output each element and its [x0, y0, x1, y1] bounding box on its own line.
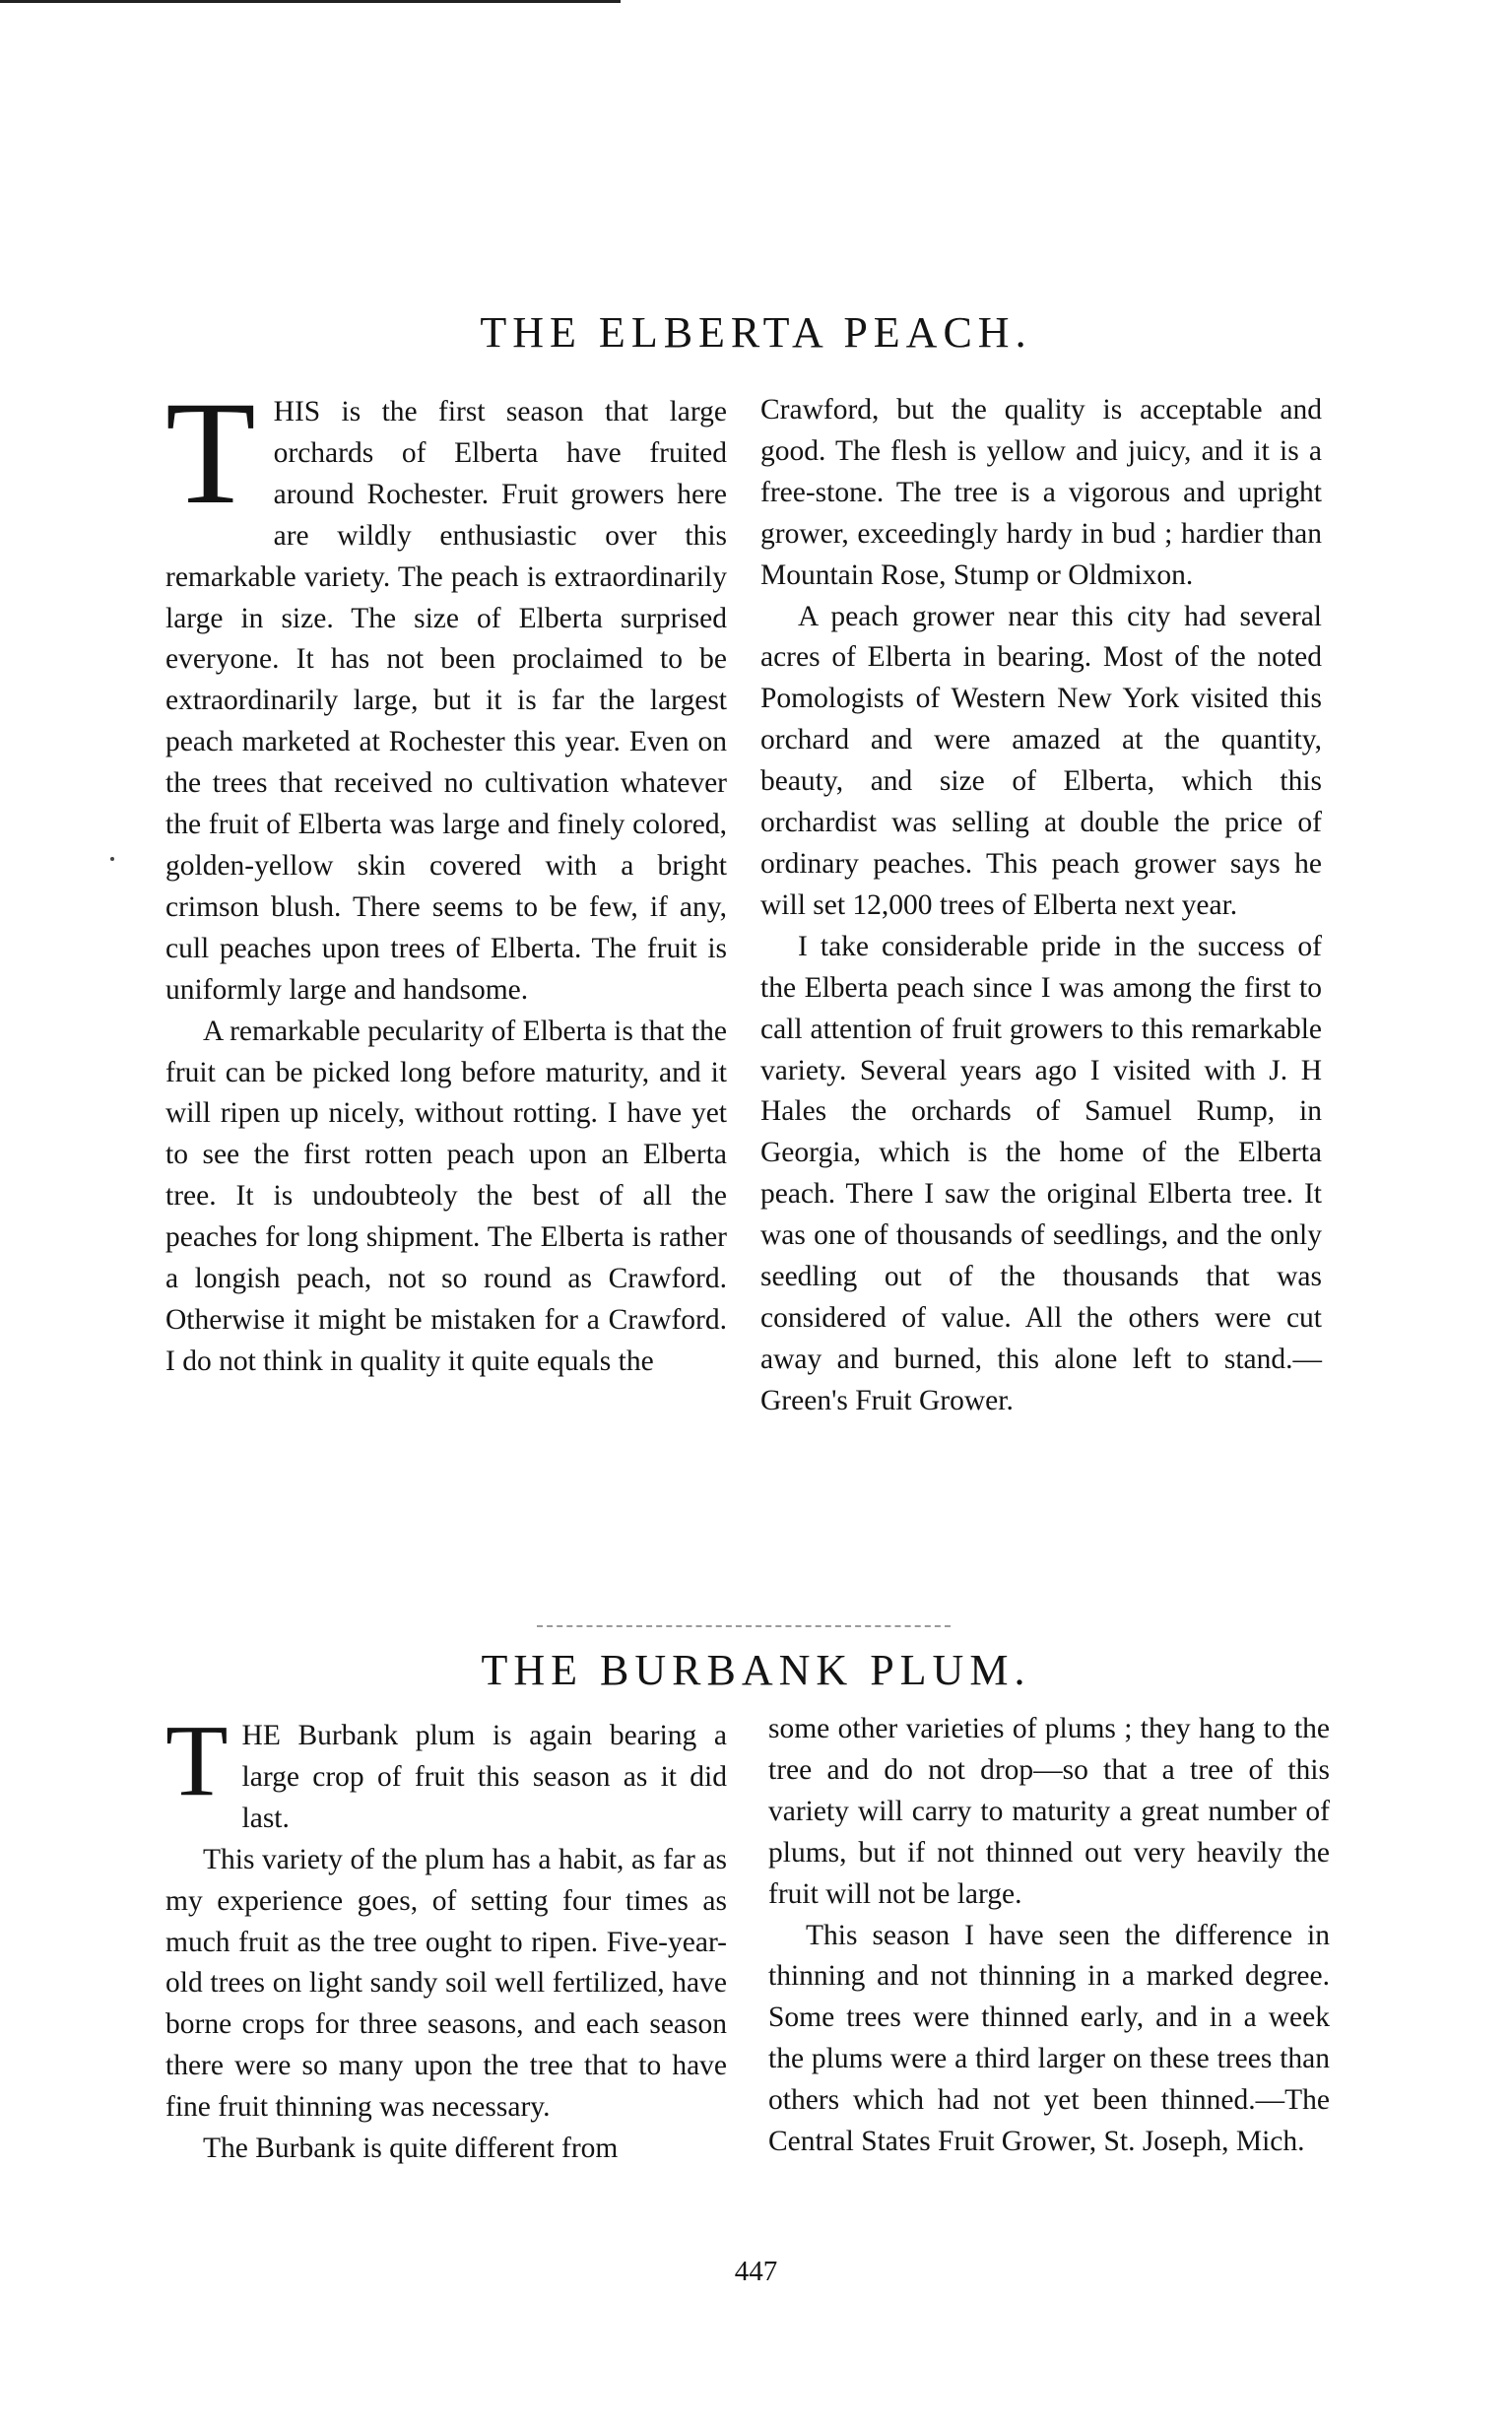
elberta-left-column	[165, 371, 727, 1383]
page-number: 447	[734, 2256, 778, 2287]
burbank-left-column	[165, 1704, 727, 2170]
elberta-paragraph-4: A peach grower near this city had several acres of Elberta in bearing. Most of the noted Pomologists of Western New York visited this orchard and were amazed at the quantity, beauty, and size of Elberta, which this orchardist was selling at double the price of ordinary peaches. This peach grower says he will set 12,000 trees of Elberta next year.	[760, 600, 1322, 921]
burbank-paragraph-5: This season I have seen the difference in thinning and not thinning in a marked degree. Some trees were thinned early, and in a week the plums were a third larger on these trees than others which had not yet been thinned.—The Central States Fruit Grower, St. Joseph, Mich.	[768, 1919, 1330, 2158]
stray-mark	[110, 857, 114, 861]
elberta-paragraph-5: I take considerable pride in the success of the Elberta peach since I was among the first to call attention of fruit growers to this remarkable variety. Several years ago I visited with J. H Hales the orchards of Samuel Rump, in Georgia, which is the home of the Elberta peach. There I saw the original Elberta tree. It was one of thousands of seedlings, and the only seedling out of the thousands that was considered of value. All the others were cut away and burned, this alone left to stand.—Green's Fruit Grower.	[760, 930, 1322, 1416]
article-title-elberta: THE ELBERTA PEACH.	[480, 308, 1032, 357]
burbank-paragraph-1: THE Burbank plum is again bearing a large crop of fruit this season as it did last.	[165, 1704, 727, 1834]
dropcap: T	[165, 371, 256, 535]
article-title-burbank: THE BURBANK PLUM.	[481, 1646, 1031, 1694]
elberta-right-column	[760, 390, 1322, 1422]
burbank-paragraph-2: This variety of the plum has a habit, as far as my experience goes, of setting four times as much fruit as the tree ought to ripen. Five-year-old trees on light sandy soil well fertilized, have borne crops for three seasons, and each season there were so many upon the tree that to have fine fruit thinning was necessary.	[165, 1843, 727, 2124]
elberta-paragraph-2: A remarkable pecularity of Elberta is that the fruit can be picked long before maturity, and it will ripen up nicely, without rotting. I have yet to see the first rotten peach upon an Elberta tree. It is undoubteoly the best of all the peaches for long shipment. The Elberta is rather a longish peach, not so round as Crawford. Otherwise it might be mistaken for a Crawford. I do not think in quality it quite equals the	[165, 1015, 727, 1377]
burbank-paragraph-4: some other varieties of plums ; they hang to the tree and do not drop—so that a tree of this variety will carry to maturity a great number of plums, but if not thinned out very heavily the fruit will not be large.	[768, 1713, 1330, 1910]
dropcap: T	[165, 1704, 229, 1817]
elberta-paragraph-1: THIS is the first season that large orchards of Elberta have fruited around Rochester. Fruit growers here are wildly enthusiastic over this remarkable variety. The peach is extraordinarily large in size. The size of Elberta surprised everyone. It has not been proclaimed to be extraordinarily large, but it is far the largest peach marketed at Rochester this year. Even on the trees that received no cultivation whatever the fruit of Elberta was large and finely colored, golden-yellow skin covered with a bright crimson blush. There seems to be few, if any, cull peaches upon trees of Elberta. The fruit is uniformly large and handsome.	[165, 371, 727, 1006]
article-separator	[537, 1625, 951, 1627]
burbank-right-column	[768, 1709, 1330, 2163]
burbank-paragraph-3: The Burbank is quite different from	[203, 2133, 619, 2165]
elberta-paragraph-3: Crawford, but the quality is acceptable and good. The flesh is yellow and juicy, and it is a free-stone. The tree is a vigorous and upright grower, exceedingly hardy in bud ; hardier than Mountain Rose, Stump or Oldmixon.	[760, 394, 1322, 591]
top-rule	[0, 0, 621, 3]
